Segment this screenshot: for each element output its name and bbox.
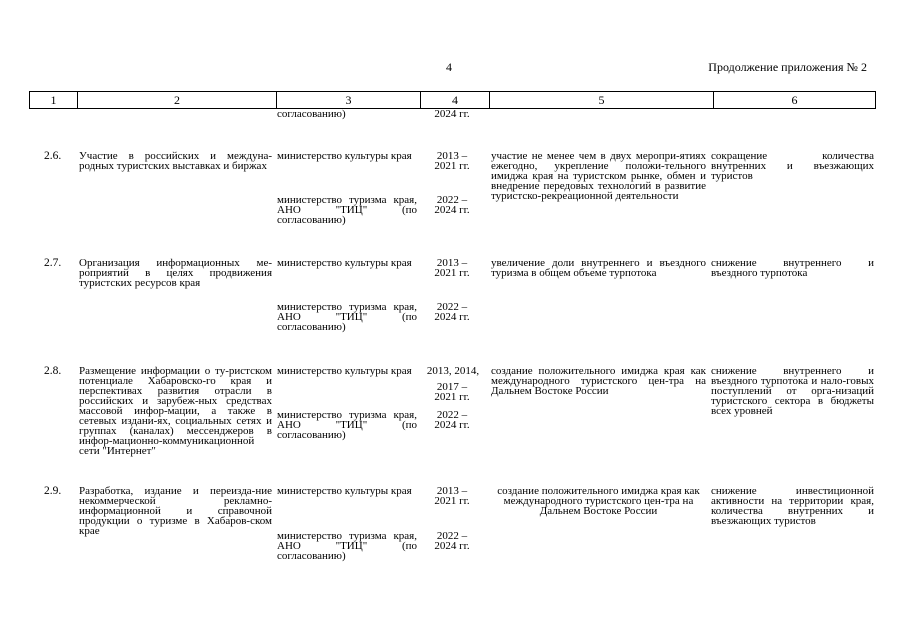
row-number: 2.6. bbox=[44, 150, 62, 162]
row-result: создание положительного имиджа края как международного туристского цен-тра на Дальнем Востоке России bbox=[497, 485, 700, 517]
column-header: 4 bbox=[421, 92, 490, 109]
row-risk: сокращение количества внутренних и въезжающих туристов bbox=[711, 150, 874, 182]
row-period: 2013 – 2021 гг. bbox=[434, 150, 470, 172]
row-executor: министерство культуры края bbox=[277, 257, 412, 269]
row-period: 2017 – 2021 гг. bbox=[434, 381, 470, 403]
row-period: 2013 – 2021 гг. bbox=[434, 257, 470, 279]
row-activity: Размещение информации о ту-ристском потенциале Хабаровско-го края и перспективах развития отрасли в российских и зарубеж-ных средствах массовой инфор-мации, а также в сетевых издани-ях, социальных сетях и группах (каналах) мессенджеров в инфор-мационно-коммуникационной сети "Интернет" bbox=[79, 365, 272, 457]
row-risk: снижение инвестиционной активности на территории края, количества внутренних и въезжающих туристов bbox=[711, 485, 874, 527]
column-header: 3 bbox=[277, 92, 421, 109]
row-executor: министерство культуры края bbox=[277, 150, 412, 162]
continuation-note: Продолжение приложения № 2 bbox=[708, 60, 867, 74]
row-number: 2.8. bbox=[44, 365, 62, 377]
column-header: 6 bbox=[714, 92, 876, 109]
row-executor: министерство культуры края bbox=[277, 365, 412, 377]
column-header: 5 bbox=[490, 92, 714, 109]
carry-period: 2024 гг. bbox=[434, 108, 470, 120]
row-executor-2: министерство туризма края, АНО "ТИЦ" (по согласованию) bbox=[277, 409, 417, 441]
row-period-2: 2022 – 2024 гг. bbox=[434, 530, 470, 552]
row-executor-2: министерство туризма края, АНО "ТИЦ" (по согласованию) bbox=[277, 194, 417, 226]
column-header: 2 bbox=[78, 92, 277, 109]
row-result: создание положительного имиджа края как международного туристского цен-тра на Дальнем Востоке России bbox=[491, 365, 706, 397]
row-activity: Организация информационных ме-роприятий в целях продвижения туристских ресурсов края bbox=[79, 257, 272, 289]
row-number: 2.9. bbox=[44, 485, 62, 497]
row-activity: Разработка, издание и переизда-ние некоммерческой рекламно-информационной и справочной продукции о туризме в Хабаров-ском крае bbox=[79, 485, 272, 537]
row-period-years: 2013, 2014, bbox=[426, 365, 480, 377]
row-period-2: 2022 – 2024 гг. bbox=[434, 194, 470, 216]
row-period: 2013 – 2021 гг. bbox=[434, 485, 470, 507]
row-result: увеличение доли внутреннего и въездного туризма в общем объеме турпотока bbox=[491, 257, 706, 279]
carry-executor: согласованию) bbox=[277, 108, 346, 120]
row-risk: снижение внутреннего и въездного турпотока bbox=[711, 257, 874, 279]
row-executor-2: министерство туризма края, АНО "ТИЦ" (по согласованию) bbox=[277, 530, 417, 562]
row-risk: снижение внутреннего и въездного турпотока и нало-говых поступлений от орга-низаций туристского сектора в бюджеты всех уровней bbox=[711, 365, 874, 417]
row-period-2: 2022 – 2024 гг. bbox=[434, 409, 470, 431]
column-header: 1 bbox=[30, 92, 78, 109]
row-period-2: 2022 – 2024 гг. bbox=[434, 301, 470, 323]
row-executor: министерство культуры края bbox=[277, 485, 412, 497]
row-result: участие не менее чем в двух меропри-ятиях ежегодно, укрепление положи-тельного имиджа края на туристском рынке, обмен и внедрение передовых технологий в развитие туристско-рекреационной деятельности bbox=[491, 150, 706, 202]
page-number: 4 bbox=[446, 60, 452, 74]
column-header-table bbox=[29, 91, 876, 109]
row-number: 2.7. bbox=[44, 257, 62, 269]
row-activity: Участие в российских и междуна-родных туристских выставках и биржах bbox=[79, 150, 272, 172]
row-executor-2: министерство туризма края, АНО "ТИЦ" (по согласованию) bbox=[277, 301, 417, 333]
